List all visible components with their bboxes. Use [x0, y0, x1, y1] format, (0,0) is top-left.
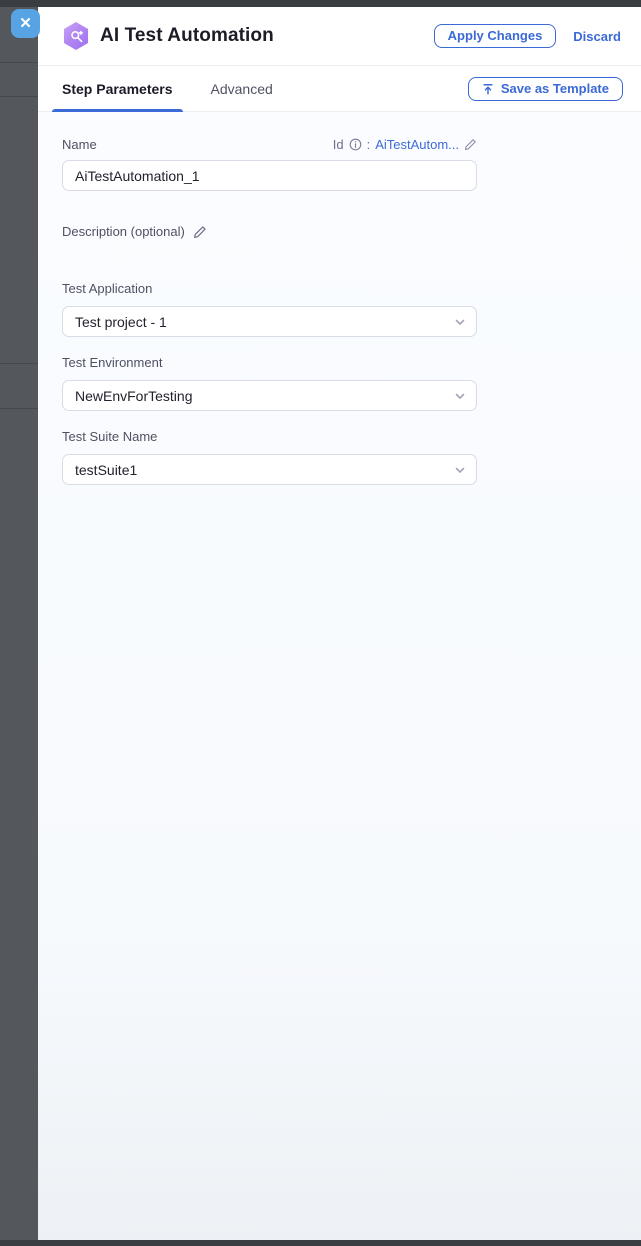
close-icon: ✕ — [19, 15, 32, 32]
backdrop-divider — [0, 96, 38, 97]
description-label: Description (optional) — [62, 224, 185, 239]
backdrop-divider — [0, 408, 38, 409]
save-as-template-button[interactable] — [468, 77, 623, 101]
test-application-label: Test Application — [62, 281, 153, 296]
tab-step-parameters[interactable] — [52, 66, 183, 111]
id-colon: : — [366, 137, 371, 152]
backdrop-divider — [0, 363, 38, 364]
test-environment-select[interactable] — [62, 380, 477, 411]
drawer-header — [38, 7, 641, 66]
backdrop-divider — [0, 62, 38, 63]
name-input[interactable] — [62, 160, 477, 191]
drawer-title: AI Test Automation — [100, 25, 274, 46]
tab-label: Step Parameters — [62, 80, 173, 97]
save-template-label: Save as Template — [500, 80, 609, 96]
name-label: Name — [62, 137, 97, 152]
apply-changes-button[interactable]: Apply Changes — [434, 24, 557, 48]
test-suite-label: Test Suite Name — [62, 429, 158, 444]
test-environment-value: NewEnvForTesting — [75, 387, 193, 404]
step-config-drawer — [38, 7, 641, 1240]
tab-bar — [38, 66, 641, 112]
info-icon[interactable] — [349, 138, 362, 151]
chevron-down-icon — [454, 390, 466, 402]
edit-description-button[interactable] — [193, 225, 207, 239]
step-id-group — [333, 137, 477, 152]
bottom-edge-bar — [0, 1240, 641, 1246]
save-template-icon — [482, 83, 494, 95]
test-suite-value: testSuite1 — [75, 461, 138, 478]
test-application-select[interactable] — [62, 306, 477, 337]
test-environment-label: Test Environment — [62, 355, 163, 370]
test-suite-select[interactable] — [62, 454, 477, 485]
header-actions — [434, 24, 621, 48]
chevron-down-icon — [454, 316, 466, 328]
backdrop-canvas — [0, 7, 38, 1240]
chevron-down-icon — [454, 464, 466, 476]
canvas-dot-grid — [0, 97, 38, 1240]
tab-advanced[interactable] — [201, 66, 283, 111]
close-drawer-button[interactable] — [11, 9, 40, 38]
step-id-value[interactable]: AiTestAutom... — [375, 137, 459, 152]
id-label: Id — [332, 137, 344, 152]
step-parameters-form — [38, 112, 641, 1240]
tab-label: Advanced — [210, 80, 273, 97]
discard-button[interactable]: Discard — [573, 28, 621, 44]
top-edge-bar — [0, 0, 641, 7]
ai-test-automation-step-icon — [62, 22, 90, 50]
test-application-value: Test project - 1 — [75, 313, 167, 330]
edit-id-button[interactable] — [464, 138, 477, 151]
